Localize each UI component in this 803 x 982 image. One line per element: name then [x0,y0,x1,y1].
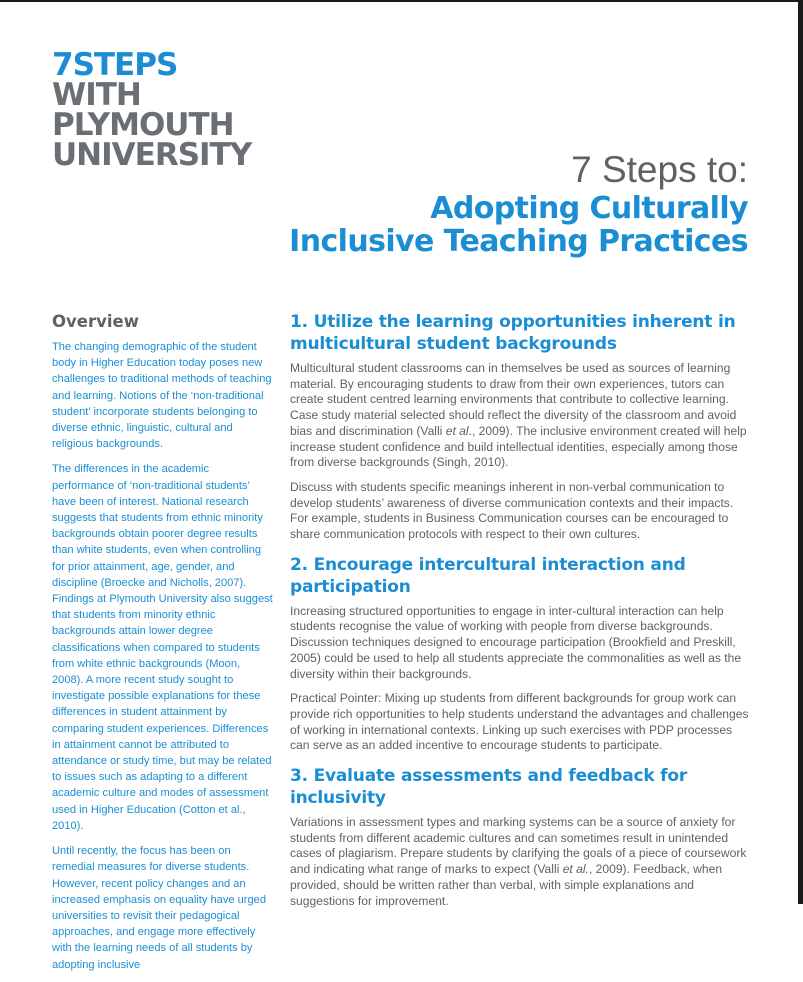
step-3-paragraph [290,815,752,909]
page-subtitle: 7 Steps to: [571,149,748,190]
page-border-right [798,0,803,904]
overview-paragraph: Until recently, the focus has been on remedial measures for diverse students. However, recent policy changes and an increased emphasis on equality have urged universities to revisit their pedagogical approaches, and engage more effectively with the learning needs of all students by adopting inclusive [52,845,266,971]
step-1-heading: 1. Utilize the learning opportunities inherent in multicultural student backgrounds [290,312,736,354]
overview-heading: Overview [52,312,139,331]
step-3-text-a: Variations in assessment types and marking systems can be a source of anxiety for students from different academic cultures and can sometimes result in unintended cases of plagiarism. Prepare students by clarifying the goals of a piece of coursework and indicating what range of marks to expect (Valli [290,815,747,877]
page-border-top [0,0,803,2]
title-block [289,148,748,258]
step-3-heading: 3. Evaluate assessments and feedback for inclusivity [290,766,688,809]
step-1-paragraph-2: Discuss with students specific meanings inherent in non-verbal communication to develop students’ awareness of diverse communication contexts and their impacts. For example, students in Business Communication courses can be encouraged to share communication protocols with respect to their own cultures. [290,479,734,542]
step-2-section [290,554,752,754]
step-3-italic: et al. [562,862,589,877]
logo-7steps [52,47,252,173]
logo-line-university: UNIVERSITY [52,137,252,173]
step-1-section [290,311,752,543]
step-3-text-b: , 2009). Feedback, when provided, should be written rather than verbal, with simple explanations and suggestions for improvement. [290,862,723,908]
overview-paragraph: The changing demographic of the student body in Higher Education today poses new challenges to traditional methods of teaching and learning. Notions of the ‘non-traditional student’ incorporate students belonging to diverse ethnic, linguistic, cultural and religious backgrounds. [52,341,272,451]
page-title-line-2: Inclusive Teaching Practices [289,224,748,259]
step-2-paragraph-2: Practical Pointer: Mixing up students from different backgrounds for group work can provide rich opportunities to help students understand the advantages and challenges of working in international contexts. Linking up such exercises with PDP processes can serve as an added incentive to encourage students to participate. [290,691,749,753]
step-2-paragraph: Increasing structured opportunities to engage in inter-cultural interaction can help students recognise the value of working with people from diverse backgrounds. Discussion techniques designed to encourage participation (Brookfield and Preskill, 2005) could be used to help all students appreciate the commonalities as well as the diversity within their backgrounds. [290,603,742,681]
overview-column [52,311,274,982]
step-1-text-a: Multicultural student classrooms can in themselves be used as sources of learning material. By encouraging students to draw from their own experiences, tutors can create student centred learning environments that contribute to collective learning. Case study material selected should reflect the diversity of the classroom and avoid bias and discrimination (Valli [290,361,737,438]
logo-line-plymouth: PLYMOUTH [52,107,234,143]
step-2-heading: 2. Encourage intercultural interaction and participation [290,554,686,597]
step-1-italic: et al [445,423,469,438]
step-1-paragraph [290,361,752,471]
step-1-text-b: ., 2009). The inclusive environment created will help increase student confidence and build intellectual identities, especially among those from diverse backgrounds (Singh, 2010). [290,423,747,470]
logo-line-with: WITH [52,77,141,113]
page-title-line-1: Adopting Culturally [430,191,748,226]
steps-column [290,311,752,918]
step-3-section [290,765,752,909]
overview-paragraph: The differences in the academic performance of ‘non-traditional students’ have been of interest. National research suggests that students from ethnic minority backgrounds obtain poorer degree results than white students, even when controlling for prior attainment, age, gender, and discipline (Broecke and Nicholls, 2007). Findings at Plymouth University also suggest that students from minority ethnic backgrounds attain lower degree classifications when compared to students from white ethnic backgrounds (Moon, 2008). A more recent study sought to investigate possible explanations for these differences in student attainment by comparing student experiences. Differences in attainment cannot be attributed to attendance or study time, but may be related to issues such as adapting to a different academic culture and modes of assessment used in Higher Education (Cotton et al., 2010). [52,463,273,832]
logo-line-7steps: 7STEPS [52,47,178,83]
